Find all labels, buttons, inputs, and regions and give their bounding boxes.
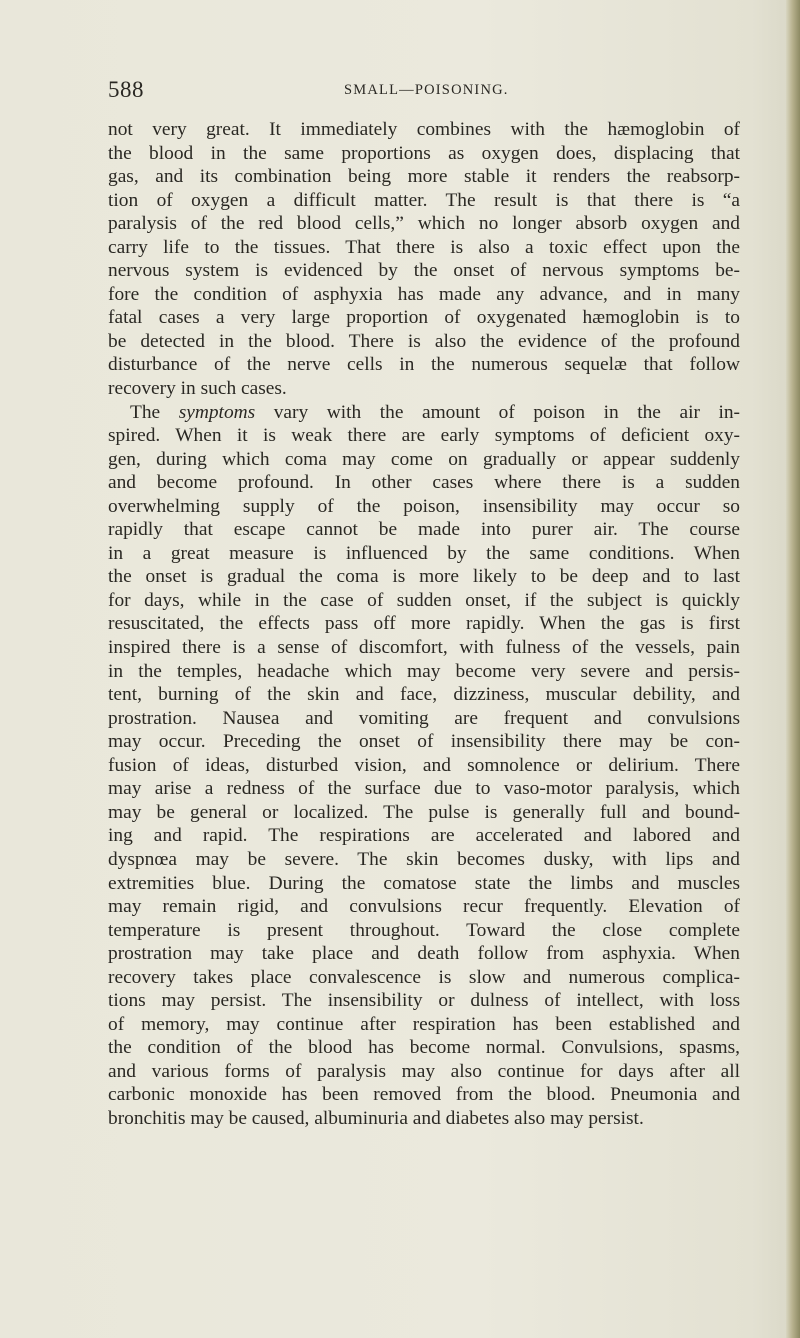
text-line: tion of oxygen a difficult matter. The result is that there is “a [108,189,740,211]
text-line: be detected in the blood. There is also the evidence of the profound [108,330,740,352]
text-line: may occur. Preceding the onset of insensibility there may be con- [108,731,740,753]
text-line: may be general or localized. The pulse is generally full and bound- [108,801,740,823]
running-head: SMALL—POISONING. [344,82,509,98]
text-line: bronchitis may be caused, albuminuria and diabetes also may persist. [108,1107,644,1129]
text-line: extremities blue. During the comatose state the limbs and muscles [108,872,740,894]
text-line: disturbance of the nerve cells in the numerous sequelæ that follow [108,354,740,376]
text-line: of memory, may continue after respiration has been established and [108,1013,740,1035]
text-line: inspired there is a sense of discomfort, with fulness of the vessels, pain [108,637,740,659]
text-line: rapidly that escape cannot be made into purer air. The course [108,519,740,541]
text-fragment: vary with the amount of poison in the air in- [273,401,740,423]
text-line: and various forms of paralysis may also continue for days after all [108,1060,740,1082]
text-line: temperature is present throughout. Toward the close complete [108,919,740,941]
text-line: overwhelming supply of the poison, insensibility may occur so [108,495,740,517]
text-line: paralysis of the red blood cells,” which no longer absorb oxygen and [108,213,740,235]
text-line: recovery in such cases. [108,378,287,400]
text-line: tent, burning of the skin and face, dizziness, muscular debility, and [108,684,740,706]
text-line: ing and rapid. The respirations are accelerated and labored and [108,825,740,847]
text-line: carbonic monoxide has been removed from the blood. Pneumonia and [108,1084,740,1106]
text-line: gen, during which coma may come on gradually or appear suddenly [108,448,740,470]
text-line: for days, while in the case of sudden onset, if the subject is quickly [108,589,740,611]
text-line: prostration. Nausea and vomiting are frequent and convulsions [108,707,740,729]
text-line: may remain rigid, and convulsions recur frequently. Elevation of [108,896,740,918]
text-line: in a great measure is influenced by the same conditions. When [108,542,740,564]
body-text [108,118,740,1131]
text-line: the onset is gradual the coma is more likely to be deep and to last [108,566,740,588]
text-line: fore the condition of asphyxia has made any advance, and in many [108,283,740,305]
page-number: 588 [108,77,144,102]
text-line: spired. When it is weak there are early symptoms of deficient oxy- [108,425,740,447]
text-line: dyspnœa may be severe. The skin becomes dusky, with lips and [108,848,740,870]
text-line: not very great. It immediately combines with the hæmoglobin of [108,119,740,140]
text-line: may arise a redness of the surface due to vaso-motor paralysis, which [108,778,740,800]
text-line: fatal cases a very large proportion of oxygenated hæmoglobin is to [108,307,740,329]
text-line: recovery takes place convalescence is slow and numerous complica- [108,966,740,988]
text-line: nervous system is evidenced by the onset of nervous symptoms be- [108,260,740,282]
text-fragment: The [130,401,161,423]
page-header [108,77,748,107]
text-line: prostration may take place and death follow from asphyxia. When [108,943,740,965]
text-line: tions may persist. The insensibility or dulness of intellect, with loss [108,990,740,1012]
symptoms-italic: symptoms [178,401,256,423]
text-line: fusion of ideas, disturbed vision, and somnolence or delirium. There [108,754,740,776]
paragraph-start-line [108,401,740,425]
text-line: the blood in the same proportions as oxygen does, displacing that [108,142,740,164]
text-line: in the temples, headache which may become very severe and persis- [108,660,740,682]
text-line: and become profound. In other cases where there is a sudden [108,472,740,494]
text-line: gas, and its combination being more stable it renders the reabsorp- [108,166,740,188]
page-edge-shadow [786,0,800,1338]
text-line: resuscitated, the effects pass off more rapidly. When the gas is first [108,613,740,635]
text-line: carry life to the tissues. That there is also a toxic effect upon the [108,236,740,258]
text-line: the condition of the blood has become normal. Convulsions, spasms, [108,1037,740,1059]
